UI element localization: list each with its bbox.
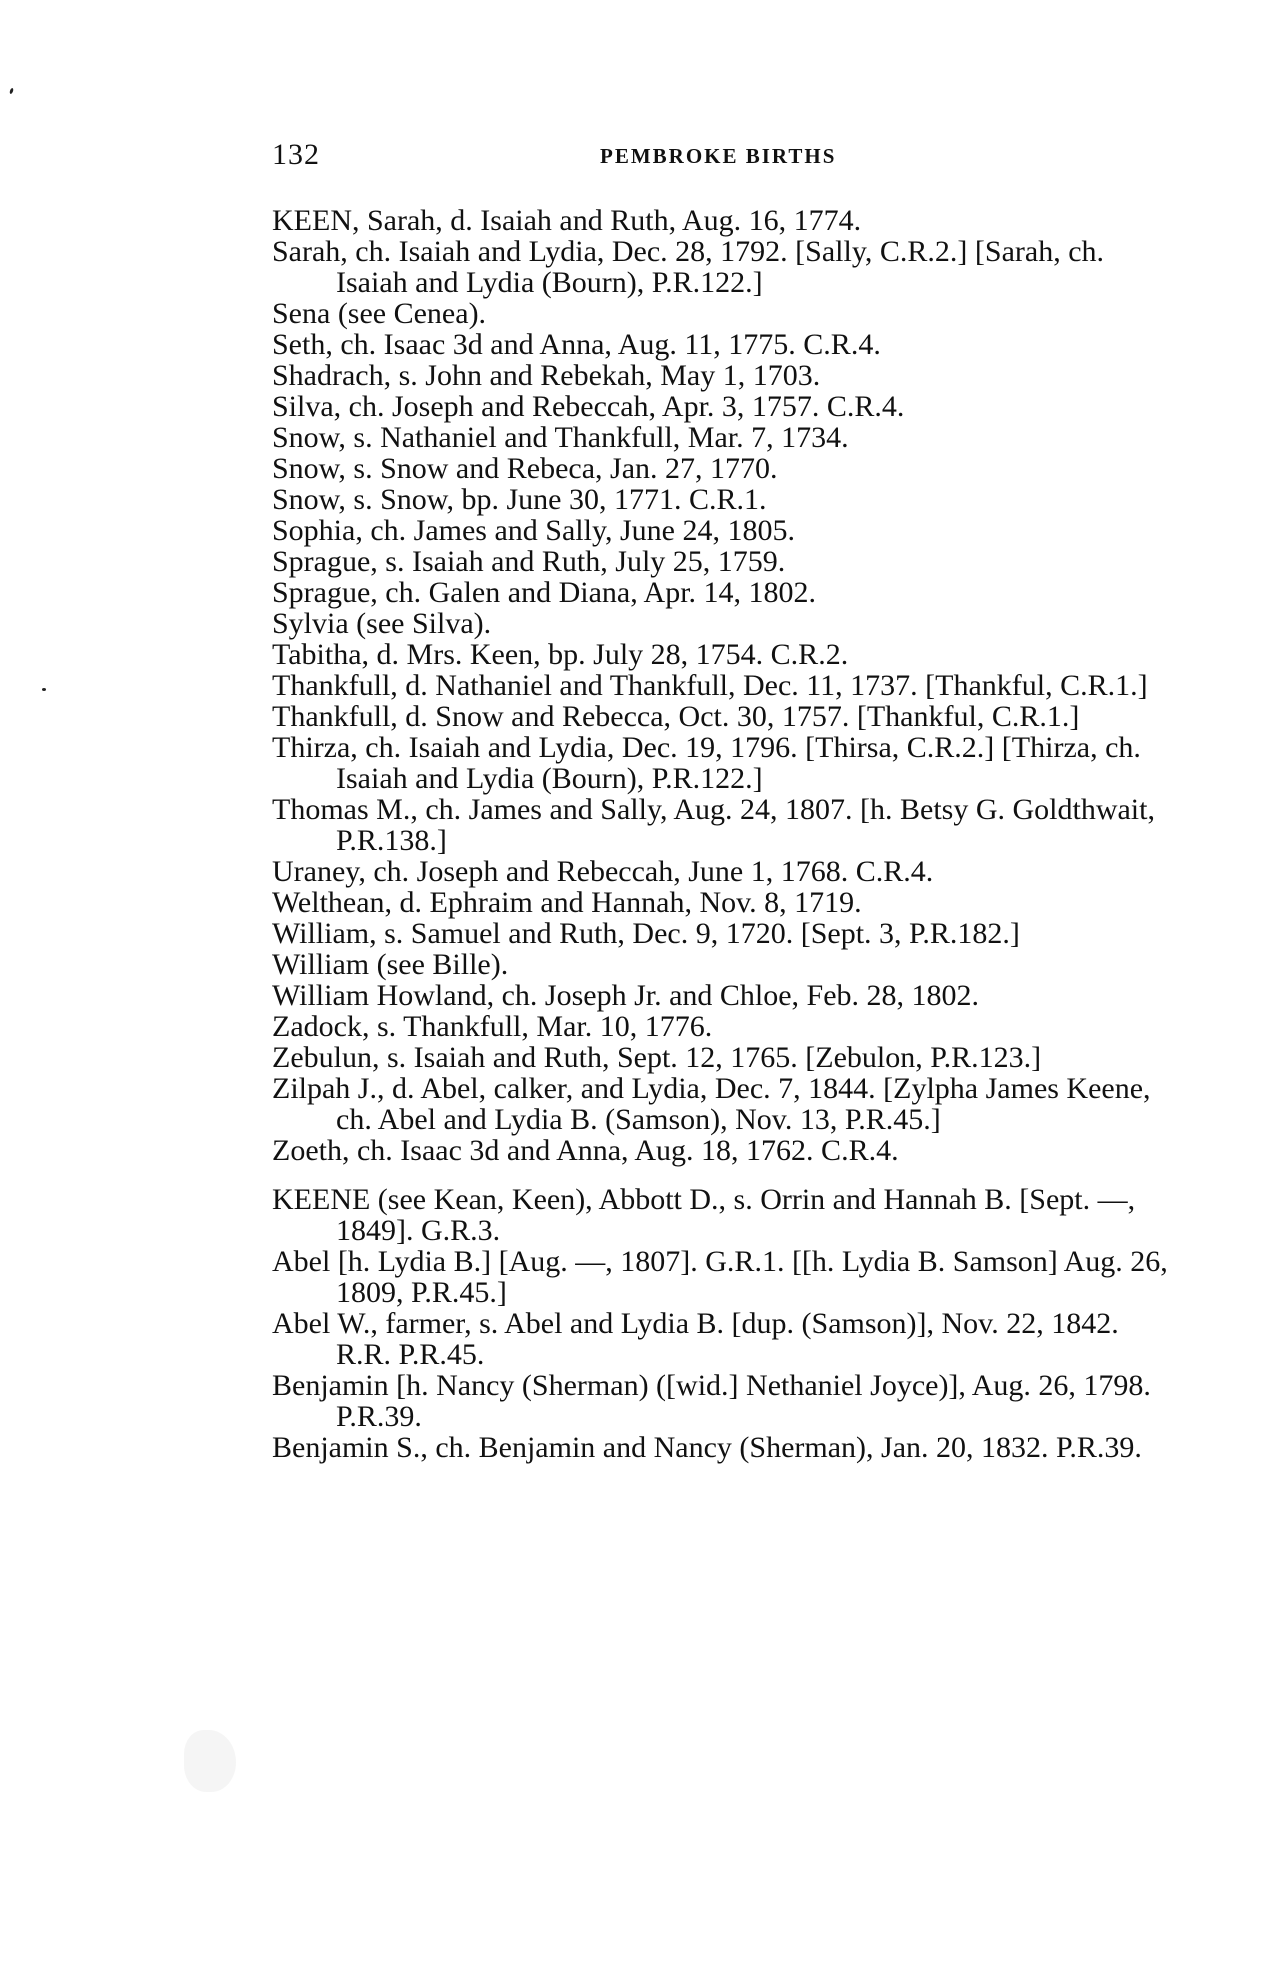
birth-entry: Abel W., farmer, s. Abel and Lydia B. [dup. (Samson)], Nov. 22, 1842. R.R. P.R.45.	[272, 1307, 1119, 1371]
faint-stain	[184, 1730, 236, 1792]
page-header	[272, 138, 892, 178]
birth-entry: Tabitha, d. Mrs. Keen, bp. July 28, 1754. C.R.2.	[272, 638, 849, 671]
birth-entry: Zebulun, s. Isaiah and Ruth, Sept. 12, 1765. [Zebulon, P.R.123.]	[272, 1041, 1042, 1074]
birth-entry: Seth, ch. Isaac 3d and Anna, Aug. 11, 1775. C.R.4.	[272, 328, 881, 361]
birth-entry: Thomas M., ch. James and Sally, Aug. 24, 1807. [h. Betsy G. Goldthwait, P.R.138.]	[272, 793, 1155, 857]
birth-entry: Sylvia (see Silva).	[272, 607, 492, 640]
birth-entry: Uraney, ch. Joseph and Rebeccah, June 1, 1768. C.R.4.	[272, 855, 934, 888]
birth-entry: Sprague, s. Isaiah and Ruth, July 25, 1759.	[272, 545, 786, 578]
birth-entry: KEENE (see Kean, Keen), Abbott D., s. Orrin and Hannah B. [Sept. —, 1849]. G.R.3.	[272, 1183, 1136, 1247]
birth-entry: Abel [h. Lydia B.] [Aug. —, 1807]. G.R.1. [[h. Lydia B. Samson] Aug. 26, 1809, P.R.45.]	[272, 1245, 1168, 1309]
page-number: 132	[272, 138, 320, 171]
birth-entry: Silva, ch. Joseph and Rebeccah, Apr. 3, 1757. C.R.4.	[272, 390, 905, 423]
birth-entry: Sophia, ch. James and Sally, June 24, 1805.	[272, 514, 795, 547]
birth-entry: Zoeth, ch. Isaac 3d and Anna, Aug. 18, 1762. C.R.4.	[272, 1134, 899, 1167]
birth-entry: Snow, s. Snow, bp. June 30, 1771. C.R.1.	[272, 483, 767, 516]
birth-entry: Benjamin [h. Nancy (Sherman) ([wid.] Nethaniel Joyce)], Aug. 26, 1798. P.R.39.	[272, 1369, 1151, 1433]
birth-entry: Zadock, s. Thankfull, Mar. 10, 1776.	[272, 1010, 713, 1043]
birth-entry: Zilpah J., d. Abel, calker, and Lydia, Dec. 7, 1844. [Zylpha James Keene, ch. Abel and Lydia B. (Samson), Nov. 13, P.R.45.]	[272, 1072, 1151, 1136]
running-head: PEMBROKE BIRTHS	[600, 144, 837, 168]
birth-entry: Shadrach, s. John and Rebekah, May 1, 1703.	[272, 359, 821, 392]
birth-entry: William (see Bille).	[272, 948, 509, 981]
stray-mark	[9, 88, 14, 95]
birth-entry: Benjamin S., ch. Benjamin and Nancy (Sherman), Jan. 20, 1832. P.R.39.	[272, 1431, 1142, 1464]
birth-entry: Snow, s. Nathaniel and Thankfull, Mar. 7, 1734.	[272, 421, 849, 454]
birth-entry: Sena (see Cenea).	[272, 297, 487, 330]
birth-entry: William, s. Samuel and Ruth, Dec. 9, 1720. [Sept. 3, P.R.182.]	[272, 917, 1020, 950]
birth-entry: Welthean, d. Ephraim and Hannah, Nov. 8, 1719.	[272, 886, 862, 919]
stray-mark	[42, 688, 46, 691]
birth-entry: William Howland, ch. Joseph Jr. and Chloe, Feb. 28, 1802.	[272, 979, 980, 1012]
birth-entry: Sprague, ch. Galen and Diana, Apr. 14, 1802.	[272, 576, 817, 609]
birth-entry: KEEN, Sarah, d. Isaiah and Ruth, Aug. 16, 1774.	[272, 204, 862, 237]
births-entry-list	[272, 205, 1172, 1463]
birth-entry: Thankfull, d. Nathaniel and Thankfull, Dec. 11, 1737. [Thankful, C.R.1.]	[272, 669, 1148, 702]
birth-entry: Thankfull, d. Snow and Rebecca, Oct. 30, 1757. [Thankful, C.R.1.]	[272, 700, 1080, 733]
birth-entry: Thirza, ch. Isaiah and Lydia, Dec. 19, 1796. [Thirsa, C.R.2.] [Thirza, ch. Isaiah and Lydia (Bourn), P.R.122.]	[272, 731, 1141, 795]
birth-entry: Snow, s. Snow and Rebeca, Jan. 27, 1770.	[272, 452, 778, 485]
birth-entry: Sarah, ch. Isaiah and Lydia, Dec. 28, 1792. [Sally, C.R.2.] [Sarah, ch. Isaiah and Lydia (Bourn), P.R.122.]	[272, 235, 1105, 299]
